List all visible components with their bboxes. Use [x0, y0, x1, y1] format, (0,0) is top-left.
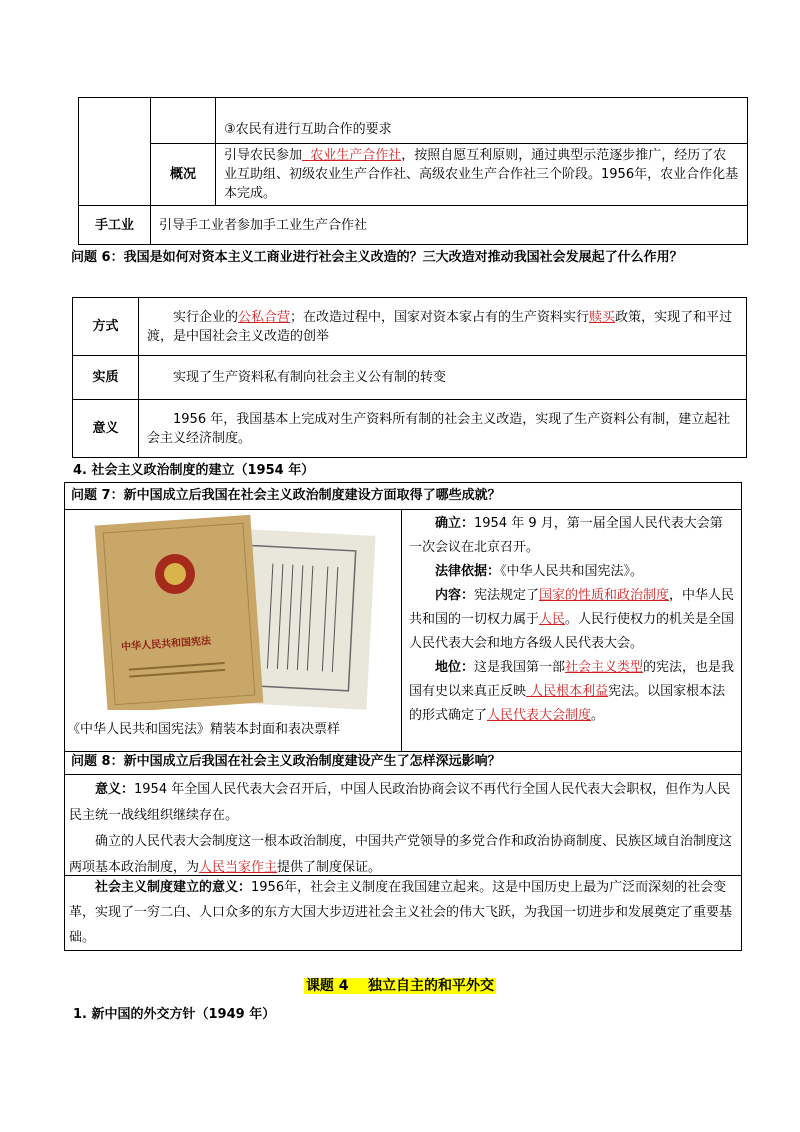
constitution-image	[65, 510, 401, 751]
question-7: 问题 7：新中国成立后我国在社会主义政治制度建设方面取得了哪些成就？	[71, 488, 501, 503]
empty-cell	[79, 98, 151, 144]
socialism-significance: 社会主义制度建立的意义：1956年，社会主义制度在我国建立起来。这是中国历史上最为广泛而深刻的社会变革，实现了一穷二白、人口众多的东方大国大步迈进社会主义社会的伟大飞跃，为我国一切进步和发展奠定了重要基础。	[69, 880, 733, 945]
q8-answer: 意义：1954 年全国人民代表大会召开后，中国人民政治协商会议不再代行全国人民代表大会职权，但作为人民民主统一战线组织继续存在。 确立的人民代表大会制度这一根本政治制度，中国共产党领导的多党合作和政治协商制度、民族区域自治制度这两项基本政治制度，为人民当家作主提供了制度保证。	[69, 782, 733, 875]
q7-answer: 确立：1954 年 9 月，第一届全国人民代表大会第一次会议在北京召开。 法律依据：《中华人民共和国宪法》。 内容：宪法规定了国家的性质和政治制度，中华人民共和国的一切权力属于人民。人民行使权力的机关是全国人民代表大会和地方各级人民代表大会。 地位：这是我国第一部社会主义类型的宪法，也是我国有史以来真正反映 人民根本利益宪法。以国家根本法的形式确定了人民代表大会制度。	[409, 516, 735, 723]
agriculture-table	[78, 97, 748, 245]
question-8: 问题 8：新中国成立后我国在社会主义政治制度建设产生了怎样深远影响？	[71, 754, 501, 769]
empty-cell	[79, 144, 151, 206]
handicraft-text: 引导手工业者参加手工业生产合作社	[151, 206, 748, 245]
farmer-cooperation-text: ③农民有进行互助合作的要求	[216, 98, 748, 144]
handicraft-label: 手工业	[79, 206, 151, 245]
method-label: 方式	[73, 298, 139, 356]
book-cover-title: 中华人民共和国宪法	[120, 635, 212, 654]
essence-label: 实质	[73, 356, 139, 400]
significance-text: 1956 年，我国基本上完成对生产资料所有制的社会主义改造，实现了生产资料公有制，建立起社会主义经济制度。	[139, 400, 747, 458]
overview-text: 引导农民参加 农业生产合作社，按照自愿互利原则，通过典型示范逐步推广，经历了农业互助组、初级农业生产合作社、高级农业生产合作社三个阶段。1956年，农业合作化基本完成。	[216, 144, 748, 206]
question-6: 问题 6：我国是如何对资本主义工商业进行社会主义改造的？三大改造对推动我国社会发展起了什么作用？	[71, 250, 683, 265]
significance-label: 意义	[73, 400, 139, 458]
empty-cell	[151, 98, 216, 144]
method-text: 实行企业的公私合营；在改造过程中，国家对资本家占有的生产资料实行赎买政策，实现了和平过渡，是中国社会主义改造的创举	[139, 298, 747, 356]
constitution-photo	[65, 510, 401, 710]
question-8-box	[64, 750, 742, 951]
section-1-heading: 1. 新中国的外交方针（1949 年）	[73, 1007, 276, 1022]
capitalism-reform-table	[72, 297, 747, 458]
section-4-heading: 4. 社会主义政治制度的建立（1954 年）	[73, 463, 315, 478]
overview-label: 概况	[151, 144, 216, 206]
essence-text: 实现了生产资料私有制向社会主义公有制的转变	[139, 356, 747, 400]
image-caption: 《中华人民共和国宪法》精装本封面和表决票样	[67, 722, 341, 737]
question-7-box	[64, 482, 742, 752]
lesson-title: 课题 4 独立自主的和平外交	[305, 978, 495, 994]
